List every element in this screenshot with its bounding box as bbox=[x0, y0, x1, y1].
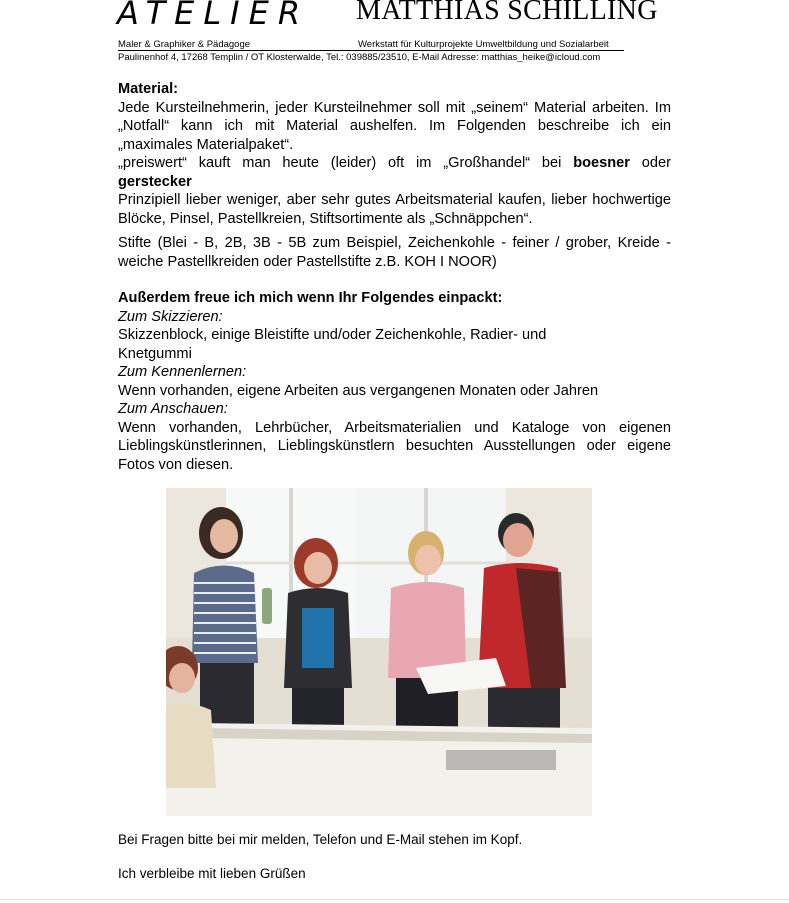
extras-view-text: Wenn vorhanden, Lehrbücher, Arbeitsmaterialien und Kataloge von eigenen Lieblingskünstlerinnen, Lieblingskünstlern besuchten Ausstellungen oder eigene Fotos von diesen. bbox=[118, 419, 671, 473]
letterhead-subtitle-left: Maler & Graphiker & Pädagoge bbox=[118, 39, 251, 50]
extras-heading: Außerdem freue ich mich wenn Ihr Folgendes einpackt: bbox=[118, 290, 503, 306]
material-heading: Material: bbox=[118, 81, 179, 97]
page-bottom-divider bbox=[0, 899, 789, 900]
body-text bbox=[118, 80, 671, 474]
extras-sketch-title: Zum Skizzieren: bbox=[118, 308, 223, 325]
p2-mid: oder bbox=[629, 155, 672, 171]
material-paragraph-3: Prinzipiell lieber weniger, aber sehr gutes Arbeitsmaterial kaufen, lieber hochwertige Blöcke, Pinsel, Pastellkreien, Stiftsortimente als „Schnäppchen“. bbox=[118, 192, 671, 227]
letterhead-rule bbox=[118, 50, 624, 51]
material-paragraph-1: Jede Kursteilnehmerin, jeder Kursteilnehmer soll mit „seinem“ Material arbeiten. Im „Notfall“ kann ich mit Material aushelfen. Im Folgenden beschreibe ich ein „maximales Materialpaket“. bbox=[118, 99, 671, 153]
workshop-photo-illustration bbox=[166, 488, 592, 816]
extras-sketch-text: Skizzenblock, einige Bleistifte und/oder Zeichenkohle, Radier- und Knetgummi bbox=[118, 327, 547, 362]
p2-start: „preiswert“ kauft man heute (leider) oft im „Großhandel“ bei bbox=[118, 155, 574, 171]
extras-meet-text: Wenn vorhanden, eigene Arbeiten aus vergangenen Monaten oder Jahren bbox=[118, 382, 599, 399]
letterhead-address: Paulinenhof 4, 17268 Templin / OT Klosterwalde, Tel.: 039885/23510, E-Mail Adresse: matthias_heike@icloud.com bbox=[118, 52, 601, 63]
closing-line-1: Bei Fragen bitte bei mir melden, Telefon und E-Mail stehen im Kopf. bbox=[118, 832, 523, 847]
material-paragraph-4: Stifte (Blei - B, 2B, 3B - 5B zum Beispiel, Zeichenkohle - feiner / grober, Kreide - weiche Pastellkreiden oder Pastellstifte z.B. KOH I NOOR) bbox=[118, 235, 671, 270]
letterhead-name: MATTHIAS SCHILLING bbox=[356, 0, 658, 26]
extras-meet-title: Zum Kennenlernen: bbox=[118, 364, 247, 380]
extras-view-title: Zum Anschauen: bbox=[118, 401, 228, 417]
material-paragraph-2b bbox=[118, 173, 671, 192]
letterhead-subtitle-right: Werkstatt für Kulturprojekte Umweltbildung und Sozialarbeit bbox=[358, 39, 609, 50]
logo-wordmark: ATELIER bbox=[117, 0, 310, 32]
p2-gerstecker: gerstecker bbox=[118, 173, 192, 190]
workshop-photo bbox=[166, 488, 592, 816]
closing-line-2: Ich verbleibe mit lieben Grüßen bbox=[118, 866, 306, 881]
p2-boesner: boesner bbox=[573, 155, 630, 171]
material-paragraph-2 bbox=[118, 154, 671, 173]
